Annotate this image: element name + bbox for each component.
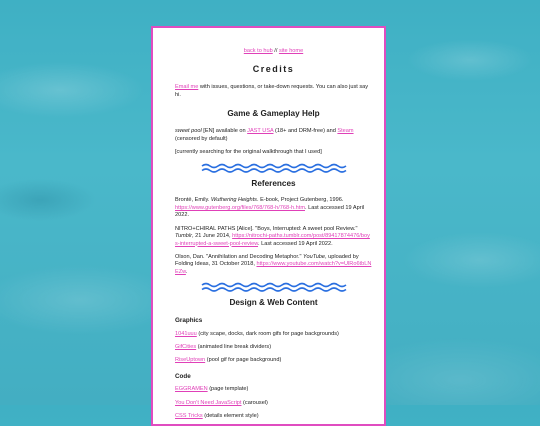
- credit-note: (carousel): [241, 399, 268, 406]
- list-item: [175, 386, 372, 393]
- design-heading: Design & Web Content: [229, 298, 318, 308]
- list-item: [175, 331, 372, 338]
- content-panel: [151, 26, 386, 426]
- reference-text: Olson, Dan. "Annihilation and Decoding Metaphor.": [175, 254, 304, 261]
- credit-note: (city scape, docks, dark room gifs for page backgrounds): [196, 330, 339, 337]
- credit-link[interactable]: RiseUptown: [175, 357, 206, 364]
- credit-note: (details element style): [202, 413, 259, 420]
- reference-text: . Last accessed 19 April 2022.: [258, 240, 333, 247]
- reference-title: Tumblr: [175, 233, 192, 240]
- nav-links: [175, 48, 372, 55]
- credit-link[interactable]: GifCities: [175, 344, 197, 351]
- references-heading: References: [251, 178, 296, 188]
- credit-note: (page template): [207, 386, 249, 393]
- steam-link[interactable]: Steam: [337, 128, 354, 135]
- reference-item: [175, 226, 372, 248]
- back-to-hub-link[interactable]: back to hub: [243, 48, 273, 54]
- credits-heading: Credits: [252, 64, 295, 75]
- credit-note: (pool gif for page background): [205, 357, 282, 364]
- credits-body: with issues, questions, or take-down requests. You can also just say hi.: [175, 84, 369, 98]
- avail-pre: [EN] available on: [201, 128, 248, 135]
- reference-text: . Last accessed 19 April 2022.: [175, 204, 365, 219]
- reference-title: Wuthering Heights: [210, 197, 257, 204]
- reference-link[interactable]: https://www.gutenberg.org/files/768/768-h/768-h.htm: [175, 204, 305, 211]
- credits-text: [175, 84, 372, 99]
- reference-text: NITRO+CHIRAL PATHS [Alice]. "Boys, Interrupted: A sweet pool Review.": [175, 225, 358, 232]
- code-heading: Code: [175, 372, 191, 380]
- game-availability: [175, 128, 372, 143]
- game-heading: Game & Gameplay Help: [227, 109, 320, 119]
- reference-text: , uploaded by Folding Ideas, 31 October 2018,: [175, 254, 359, 268]
- list-item: [175, 400, 372, 407]
- reference-text: , 21 June 2014,: [192, 233, 233, 240]
- avail-post: (censored by default): [175, 135, 228, 142]
- email-link[interactable]: Email me: [175, 84, 199, 91]
- game-name: sweet pool: [175, 128, 202, 135]
- reference-item: [175, 197, 372, 219]
- credit-link[interactable]: EGGRAMEN: [175, 386, 208, 393]
- avail-mid: (18+ and DRM-free) and: [273, 128, 338, 135]
- jast-link[interactable]: JAST USA: [247, 128, 274, 135]
- list-item: [175, 357, 372, 364]
- credit-link[interactable]: 1041uuu: [175, 330, 197, 337]
- credit-link[interactable]: You Don't Need JavaScript: [175, 399, 242, 406]
- reference-link[interactable]: https://www.youtube.com/watch?v=UlRo6tbLNEZw: [175, 261, 372, 275]
- credit-note: (animated line break dividers): [196, 344, 272, 351]
- site-home-link[interactable]: site home: [278, 48, 304, 54]
- list-item: [175, 413, 372, 420]
- graphics-heading: Graphics: [175, 317, 203, 325]
- wave-divider: [201, 282, 347, 292]
- reference-item: [175, 254, 372, 276]
- reference-text: Brontë, Emily.: [175, 197, 211, 204]
- list-item: [175, 344, 372, 351]
- reference-title: YouTube: [303, 254, 326, 261]
- reference-text: .: [185, 268, 188, 275]
- reference-link[interactable]: https://nitrochi-paths.tumblr.com/post/89417874476/boys-interrupted-a-sweet-pool-review: [175, 233, 370, 247]
- nav-separator: //: [272, 48, 279, 54]
- credit-link[interactable]: CSS Tricks: [175, 413, 203, 420]
- wave-divider: [201, 163, 347, 173]
- reference-text: . E-book, Project Gutenberg, 1996.: [256, 197, 344, 204]
- walkthrough-note: [currently searching for the original walkthrough that I used]: [175, 149, 322, 156]
